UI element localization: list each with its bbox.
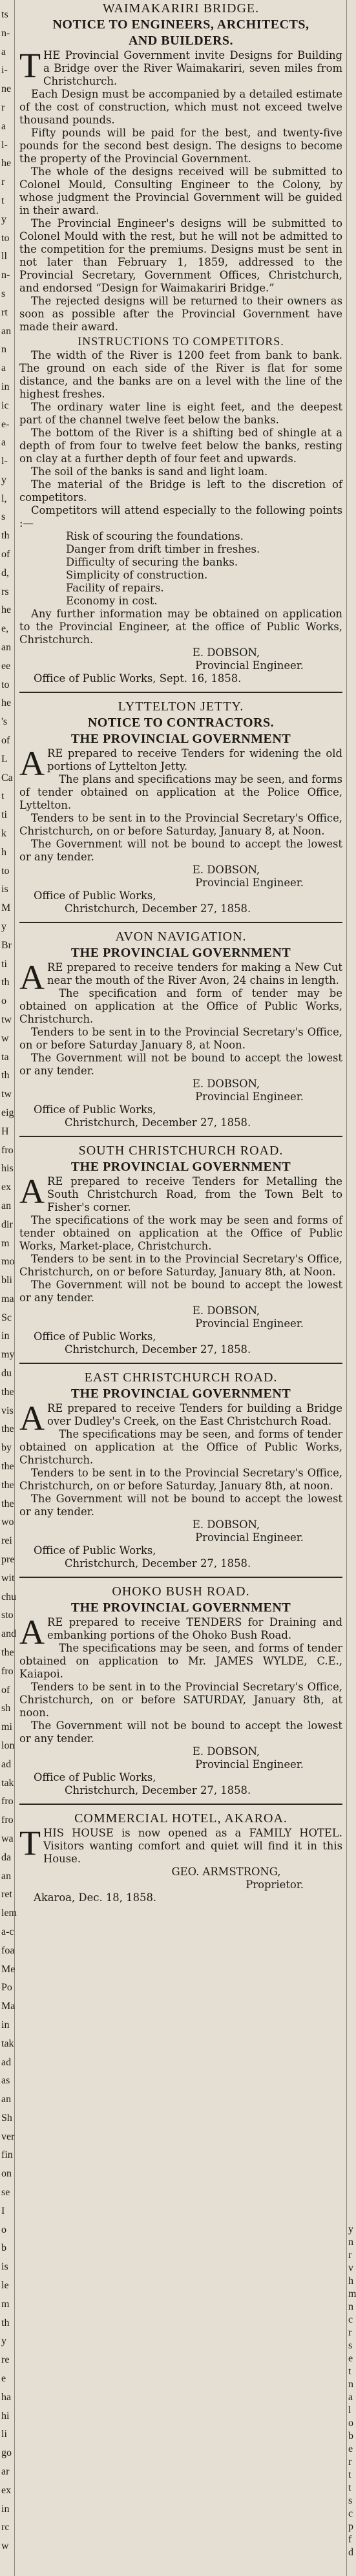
signature: E. DOBSON, [192,1745,260,1758]
margin-fragment: b [1,2242,6,2254]
margin-fragment: ha [1,2391,12,2403]
margin-fragment: l- [1,139,8,151]
office-line: Office of Public Works, [34,1544,156,1557]
advert-paragraph: THIS HOUSE is now opened as a FAMILY HOTEL. Visitors wanting comfort and quiet will find it in this House. [19,1824,342,1865]
margin-fragment: fin [1,2149,13,2161]
drop-cap: T [19,46,41,85]
margin-fragment: my [1,1349,15,1361]
office-line: Office of Public Works, [34,1103,156,1116]
margin-fragment: ver [1,2131,15,2142]
margin-fragment: y [348,2224,353,2235]
margin-fragment: n [348,2301,353,2312]
divider [19,1363,342,1364]
advert-paragraph: The rejected designs will be returned to their owners as soon as possible after the Provincial Government have made their award. [19,295,342,333]
margin-fragment: Me [1,1963,16,1975]
advert-paragraph: The material of the Bridge is left to the discretion of competitors. [19,478,342,504]
margin-fragment: t [1,791,5,802]
margin-fragment: an [1,325,12,337]
margin-fragment: wa [1,1833,14,1844]
margin-fragment: dir [1,1219,13,1230]
advert-paragraph: Tenders to be sent in to the Provincial Secretary's Office, Christchurch, on or before Saturday, January 8th, at Noon. [19,1253,342,1278]
margin-fragment: rt [1,306,8,318]
left-margin-fragments [0,0,15,2576]
margin-fragment: fro [1,1796,14,1807]
signature-title: Provincial Engineer. [195,1531,304,1544]
margin-fragment: pre [1,1554,15,1566]
margin-fragment: wit [1,1572,15,1584]
margin-fragment: e [348,2443,353,2454]
margin-fragment: n- [1,270,10,281]
margin-fragment: he [1,697,12,709]
margin-fragment: fro [1,1144,14,1156]
margin-fragment: ad [1,2056,12,2068]
margin-fragment: ad [1,1758,12,1770]
margin-fragment: l [348,2405,351,2416]
margin-fragment: he [1,604,12,616]
margin-fragment: sto [1,1610,14,1621]
margin-fragment: an [1,1870,12,1882]
margin-fragment: e [348,2353,353,2364]
margin-fragment: is [1,884,8,895]
margin-fragment: rei [1,1535,12,1547]
margin-fragment: k [1,828,6,839]
margin-fragment: le [1,2280,9,2292]
margin-fragment: a-c [1,1926,14,1937]
margin-fragment: i- [1,65,8,76]
margin-fragment: the [1,1647,14,1658]
divider [19,1577,342,1578]
signature: E. DOBSON, [192,864,260,876]
margin-fragment: m [1,1237,10,1249]
margin-fragment: o [348,2418,353,2429]
margin-fragment: fro [1,1815,14,1826]
margin-fragment: s [1,288,6,299]
margin-fragment: his [1,1163,14,1175]
margin-fragment: in [1,2503,10,2515]
margin-fragment: m [1,2298,10,2310]
margin-fragment: tw [1,1089,12,1100]
office-line: Office of Public Works, [34,1771,156,1783]
advert-commercial-hotel [19,1807,342,1908]
margin-fragment: a [1,120,6,132]
margin-fragment: chu [1,1591,17,1602]
divider [19,1804,342,1805]
advert-paragraph: ARE prepared to receive tenders for making a New Cut near the mouth of the River Avon, 24 chains in length. [19,958,342,997]
advert-paragraph: The plans and specifications may be seen, and forms of tender obtained on application at the Police Office, Lyttelton. [19,773,342,811]
margin-fragment: Sh [1,2112,12,2124]
margin-fragment: s [1,511,6,523]
margin-fragment: th [1,530,10,542]
margin-fragment: Br [1,939,12,951]
advert-paragraph: The Government will not be bound to accept the lowest or any tender. [19,838,342,863]
advertisement-column [19,0,342,1908]
margin-fragment: h [348,2275,353,2286]
margin-fragment: fro [1,1665,14,1677]
advert-lyttelton-jetty [19,696,342,919]
margin-fragment: eig [1,1107,14,1118]
margin-fragment: v [348,2262,353,2273]
margin-fragment: the [1,1498,14,1509]
margin-fragment: n [1,344,6,356]
margin-fragment: ar [1,2466,10,2478]
drop-cap: A [19,1613,45,1652]
drop-cap: A [19,744,45,783]
margin-fragment: se [1,2187,10,2198]
advert-waimakariri-bridge [19,0,342,689]
margin-fragment: ex [1,1182,12,1193]
margin-fragment: Sc [1,1312,12,1323]
margin-fragment: H [1,1125,9,1137]
office-line: Office of Public Works, Sept. 16, 1858. [34,672,242,685]
advert-paragraph: The specifications of the work may be seen and forms of tender obtained on application at the Office of Public Works, Market-place, Christchurch. [19,1214,342,1252]
advert-subheading: NOTICE TO ENGINEERS, ARCHITECTS, [52,17,309,32]
signature-title: Provincial Engineer. [195,1317,304,1330]
advert-paragraph: The Provincial Engineer's designs will be submitted to Colonel Mould with the rest, but he will not be admitted to the competition for the premiums. Designs must be sent in not later than February 1, 1859, addressed to the Provincial Secretary, Government Offices, Christchurch, and endorsed “Design for Waimakariri Bridge.” [19,217,342,294]
advert-subheading: THE PROVINCIAL GOVERNMENT [70,732,291,746]
margin-fragment: r [1,176,5,188]
margin-fragment: w [1,2540,9,2552]
list-item: Danger from drift timber in freshes. [66,543,260,555]
margin-fragment: lon [1,1740,15,1751]
margin-fragment: to [1,232,10,244]
advert-heading: WAIMAKARIRI BRIDGE. [102,1,260,16]
date-line: Akaroa, Dec. 18, 1858. [34,1891,157,1904]
margin-fragment: is [1,2261,8,2273]
advert-paragraph: The Government will not be bound to accept the lowest or any tender. [19,1052,342,1077]
margin-fragment: w [1,1032,9,1044]
list-item: Economy in cost. [66,595,158,607]
instructions-heading: INSTRUCTIONS TO COMPETITORS. [78,335,284,348]
advert-paragraph: ARE prepared to receive Tenders for building a Bridge over Dudley's Creek, on the East Christchurch Road. [19,1399,342,1438]
margin-fragment: th [1,2317,10,2328]
signature: E. DOBSON, [192,646,260,659]
date-line: Christchurch, December 27, 1858. [65,1116,251,1129]
margin-fragment: ret [1,1889,12,1900]
signature: E. DOBSON, [192,1078,260,1090]
margin-fragment: du [1,1368,12,1379]
advert-south-christchurch-road [19,1140,342,1360]
list-item: Difficulty of securing the banks. [66,556,238,568]
signature-title: Provincial Engineer. [195,659,304,672]
margin-fragment: vis [1,1405,14,1416]
advert-paragraph: ARE prepared to receive Tenders for Metalling the South Christchurch Road, from the Town Belt to Fisher's corner. [19,1172,342,1213]
list-item: Risk of scouring the foundations. [66,530,244,542]
advert-heading: EAST CHRISTCHURCH ROAD. [84,1370,278,1385]
margin-fragment: 's [1,716,8,728]
margin-fragment: rs [1,586,9,597]
drop-cap: A [19,1172,45,1211]
advert-subheading: THE PROVINCIAL GOVERNMENT [70,946,291,960]
margin-fragment: the [1,1423,14,1435]
margin-fragment: mo [1,1256,15,1268]
margin-fragment: and [1,1628,17,1640]
margin-fragment: Ma [1,2001,16,2012]
margin-fragment: Po [1,1982,12,1994]
margin-fragment: tak [1,2038,14,2049]
advert-paragraph: Any further information may be obtained on application to the Provincial Engineer, at the office of Public Works, Christchurch. [19,608,342,646]
margin-fragment: f [348,2534,352,2545]
margin-fragment: foa [1,1944,15,1956]
margin-fragment: ne [1,83,12,95]
margin-fragment: t [348,2366,351,2377]
margin-fragment: l, [1,493,7,504]
margin-fragment: y [1,213,6,225]
margin-fragment: r [1,101,5,113]
list-item: Facility of repairs. [66,582,164,594]
margin-fragment: L [1,753,8,765]
margin-fragment: n [348,2237,353,2248]
margin-fragment: m [348,2288,356,2299]
margin-fragment: c [348,2508,353,2519]
date-line: Christchurch, December 27, 1858. [65,1784,251,1796]
margin-fragment: ti [1,809,7,821]
margin-fragment: an [1,1200,12,1211]
margin-fragment: s [348,2495,353,2506]
margin-fragment: he [1,158,12,169]
margin-fragment: M [1,902,11,914]
margin-fragment: Ca [1,772,13,783]
margin-fragment: ee [1,660,11,672]
margin-fragment: tak [1,1777,14,1789]
margin-fragment: n [348,2379,353,2390]
signature-title: Provincial Engineer. [195,1758,304,1771]
margin-fragment: ti [1,958,7,970]
margin-fragment: tw [1,1014,12,1025]
margin-fragment: lem [1,1908,17,1919]
advert-heading: AVON NAVIGATION. [115,930,247,944]
margin-fragment: th [1,977,10,988]
date-line: Christchurch, December 27, 1858. [65,1343,251,1356]
divider [19,922,342,923]
date-line: Christchurch, December 27, 1858. [65,1557,251,1570]
margin-fragment: t [348,2469,351,2480]
margin-fragment: l- [1,456,8,467]
advert-heading: OHOKO BUSH ROAD. [112,1584,250,1599]
divider [19,692,342,693]
margin-fragment: li [1,2429,7,2440]
list-item: Simplicity of construction. [66,569,208,581]
margin-fragment: ic [1,399,9,411]
margin-fragment: d, [1,567,9,579]
margin-fragment: r [348,2250,352,2261]
margin-fragment: of [1,1684,10,1696]
margin-fragment: t [348,2482,351,2493]
signature-title: Proprietor. [246,1879,304,1891]
right-margin-fragments [346,0,356,2576]
margin-fragment: the [1,1461,14,1473]
margin-fragment: an [1,2094,12,2105]
margin-fragment: d [348,2547,353,2558]
margin-fragment: of [1,549,10,560]
divider [19,1136,342,1137]
advert-east-christchurch-road [19,1367,342,1574]
margin-fragment: I [1,2205,5,2217]
margin-fragment: ll [1,251,7,262]
margin-fragment: c [348,2314,353,2325]
margin-fragment: an [1,642,12,654]
advert-paragraph: ARE prepared to receive TENDERS for Draining and embanking portions of the Ohoko Bush Road. [19,1613,342,1652]
advert-paragraph: Tenders to be sent in to the Provincial Secretary's Office, on or before Saturday January 8, at Noon. [19,1026,342,1051]
margin-fragment: b [348,2431,353,2442]
signature-title: Provincial Engineer. [195,1091,304,1103]
advert-ohoko-bush-road [19,1581,342,1801]
date-line: Christchurch, December 27, 1858. [65,902,251,915]
margin-fragment: a [1,46,6,58]
advert-subheading: THE PROVINCIAL GOVERNMENT [70,1160,291,1174]
margin-fragment: of [1,735,10,747]
advert-paragraph: Competitors will attend especially to the following points :— [19,504,342,529]
competition-points [19,530,342,608]
advert-paragraph: Each Design must be accompanied by a detailed estimate of the cost of construction, which must not exceed twelve thousand pounds. [19,88,342,126]
drop-cap: A [19,958,45,997]
margin-fragment: h [1,846,6,858]
margin-fragment: in [1,2019,10,2030]
margin-fragment: r [348,2456,352,2467]
drop-cap: A [19,1399,45,1438]
margin-fragment: o [1,2224,6,2235]
margin-fragment: e- [1,418,10,430]
margin-fragment: da [1,1851,12,1863]
margin-fragment: by [1,1442,12,1454]
advert-paragraph: The whole of the designs received will be submitted to Colonel Mould, Consulting Engineer to the Colony, by whose judgment the Provincial Government will be guided in their award. [19,165,342,217]
office-line: Office of Public Works, [34,889,156,902]
advert-paragraph: The width of the River is 1200 feet from bank to bank. The ground on each side of the River is flat for some distance, and the banks are on a level with the line of the highest freshes. [19,349,342,400]
margin-fragment: the [1,1386,14,1398]
margin-fragment: to [1,679,10,690]
advert-paragraph: Tenders to be sent in to the Provincial Secretary's Office, Christchurch, on or before SATURDAY, January 8th, at noon. [19,1681,342,1719]
margin-fragment: y [1,921,6,932]
margin-fragment: a [1,363,6,374]
margin-fragment: in [1,1330,10,1342]
advert-paragraph: Tenders to be sent in to the Provincial Secretary's Office, Christchurch, on or before Saturday, January 8, at Noon. [19,812,342,837]
margin-fragment: o [1,995,6,1007]
advert-subheading: THE PROVINCIAL GOVERNMENT [70,1387,291,1401]
margin-fragment: e, [1,623,9,635]
margin-fragment: to [1,865,10,877]
advert-paragraph: The Government will not be bound to accept the lowest or any tender. [19,1279,342,1304]
signature: GEO. ARMSTRONG, [171,1866,281,1878]
advert-paragraph: The specifications may be seen, and forms of tender obtained on application to Mr. JAMES WYLDE, C.E., Kaiapoi. [19,1642,342,1680]
advert-avon-navigation [19,926,342,1133]
margin-fragment: y [1,2336,6,2347]
advert-heading: SOUTH CHRISTCHURCH ROAD. [78,1144,284,1158]
advert-paragraph: The specifications may be seen, and forms of tender obtained on application at the Office of Public Works, Christchurch. [19,1428,342,1466]
margin-fragment: a [348,2392,353,2403]
margin-fragment: ma [1,1293,14,1304]
margin-fragment: bli [1,1275,12,1286]
advert-subheading: NOTICE TO CONTRACTORS. [87,716,275,730]
margin-fragment: wo [1,1517,14,1528]
advert-heading: LYTTELTON JETTY. [118,699,244,714]
advert-paragraph: The Government will not be bound to accept the lowest or any tender. [19,1719,342,1745]
advert-paragraph: ARE prepared to receive Tenders for widening the old portions of Lyttelton Jetty. [19,744,342,783]
advert-paragraph: The specification and form of tender may be obtained on application at the Office of Public Works, Christchurch. [19,987,342,1025]
margin-fragment: as [1,2075,10,2087]
signature-title: Provincial Engineer. [195,877,304,889]
signature: E. DOBSON, [192,1304,260,1317]
advert-paragraph: Fifty pounds will be paid for the best, and twenty-five pounds for the second best design. The designs to become the property of the Provincial Government. [19,127,342,165]
margin-fragment: t [1,195,5,206]
margin-fragment: mi [1,1721,12,1733]
margin-fragment: r [348,2327,352,2338]
advert-subheading: AND BUILDERS. [128,34,234,48]
advert-paragraph: The soil of the banks is sand and light loam. [31,465,268,478]
margin-fragment: rc [1,2522,10,2533]
advert-subheading: THE PROVINCIAL GOVERNMENT [70,1601,291,1615]
margin-fragment: a [1,437,6,449]
signature: E. DOBSON, [192,1518,260,1531]
margin-fragment: p [348,2521,353,2532]
margin-fragment: the [1,1479,14,1491]
advert-paragraph: The bottom of the River is a shifting bed of shingle at a depth of from four to twelve feet below the banks, resting on clay at a further depth of four feet and upwards. [19,427,342,465]
margin-fragment: re [1,2354,10,2366]
advert-paragraph: Tenders to be sent in to the Provincial Secretary's Office, Christchurch, on or before Saturday, January 8th, at noon. [19,1467,342,1492]
margin-fragment: sh [1,1703,11,1714]
advert-paragraph: The Government will not be bound to accept the lowest or any tender. [19,1493,342,1518]
margin-fragment: ts [1,9,8,20]
margin-fragment: ex [1,2484,12,2496]
margin-fragment: ta [1,1051,9,1063]
advert-paragraph: THE Provincial Government invite Designs for Building a Bridge over the River Waimakariri, seven miles from Christchurch. [19,46,342,87]
office-line: Office of Public Works, [34,1330,156,1343]
margin-fragment: go [1,2447,12,2459]
margin-fragment: e [1,2373,6,2385]
margin-fragment: n- [1,27,10,39]
margin-fragment: th [1,1070,10,1081]
margin-fragment: hi [1,2410,10,2422]
margin-fragment: in [1,381,10,392]
margin-fragment: on [1,2168,12,2180]
advert-paragraph: The ordinary water line is eight feet, and the deepest part of the channel twelve feet below the banks. [19,401,342,426]
advert-heading: COMMERCIAL HOTEL, AKAROA. [74,1811,288,1826]
drop-cap: T [19,1824,41,1862]
margin-fragment: y [1,474,6,485]
margin-fragment: s [348,2340,353,2351]
